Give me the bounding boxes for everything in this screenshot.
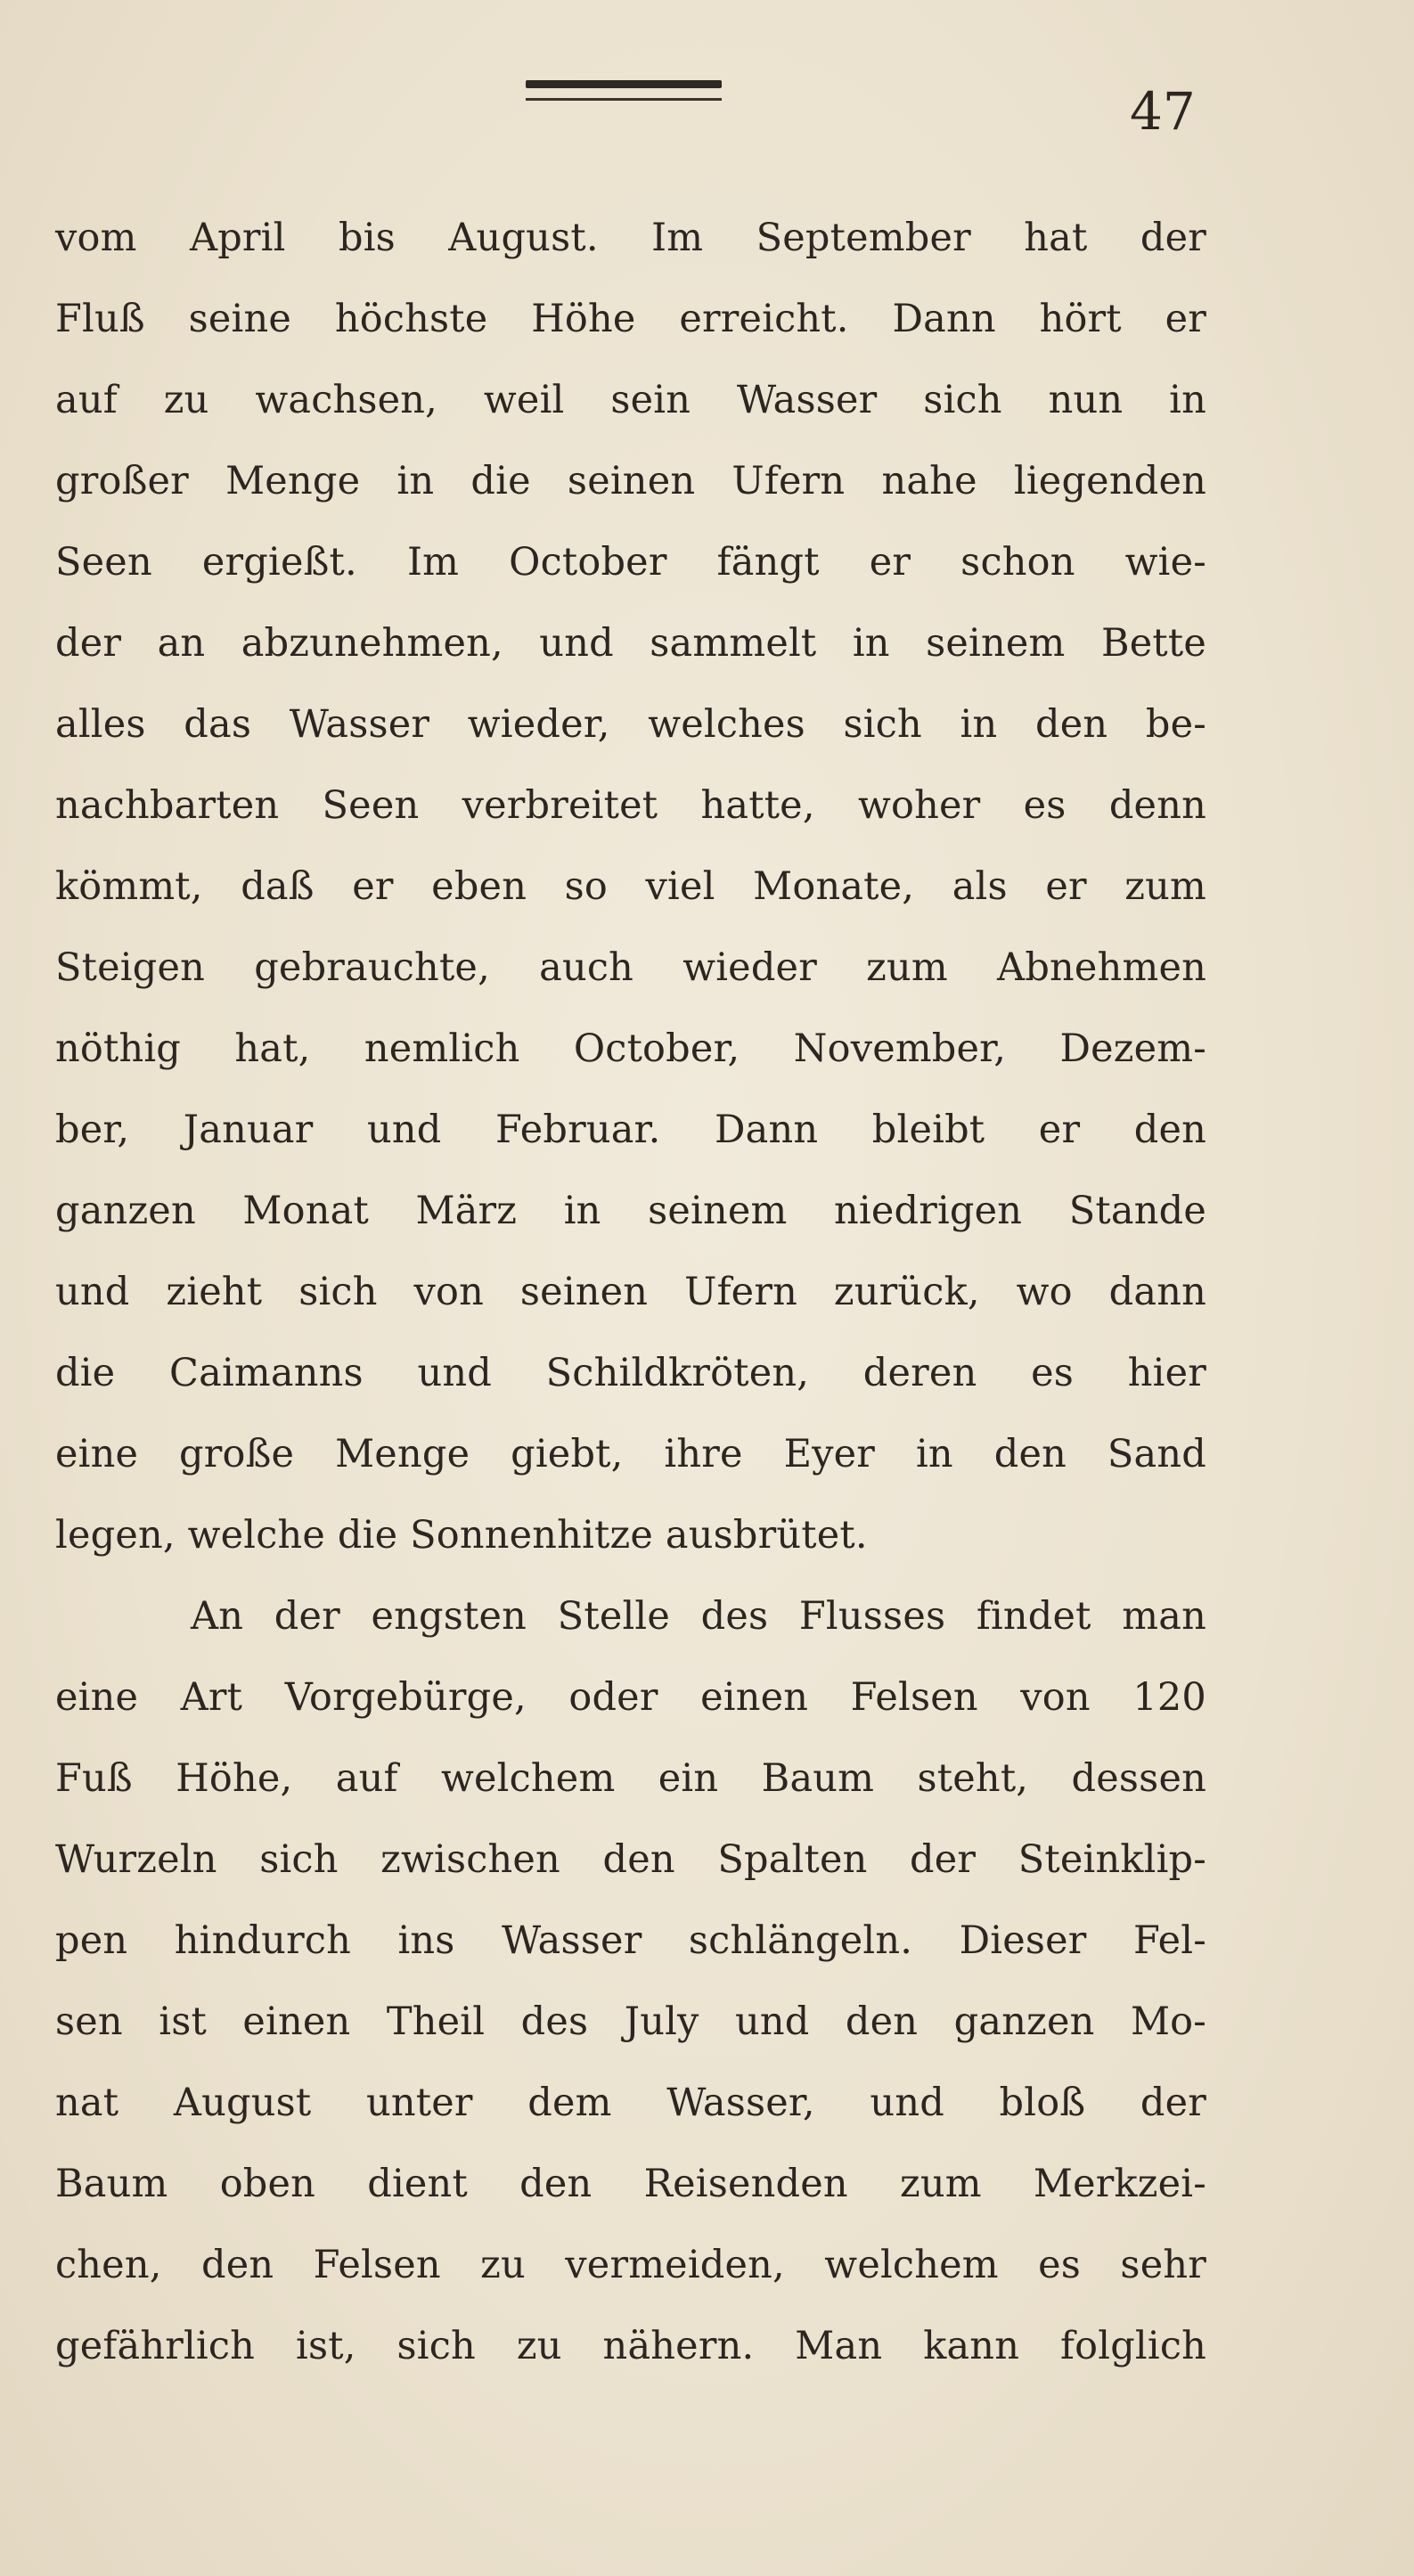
text-line: pen hindurch ins Wasser schlängeln. Dieser Fel- [55,1918,1206,1963]
text-line: Wurzeln sich zwischen den Spalten der Steinklip- [55,1837,1206,1882]
text-line: sen ist einen Theil des July und den ganzen Mo- [55,1999,1206,2044]
header-ornament-rule [526,80,722,103]
text-line: Fluß seine höchste Höhe erreicht. Dann hört er [55,297,1206,341]
text-line: der an abzunehmen, und sammelt in seinem Bette [55,621,1206,666]
text-line: legen, welche die Sonnenhitze ausbrütet. [55,1513,868,1558]
page-number: 47 [1130,81,1196,142]
text-line: auf zu wachsen, weil sein Wasser sich nun in [55,378,1206,422]
text-line: kömmt, daß er eben so viel Monate, als er zum [55,864,1206,909]
text-line: gefährlich ist, sich zu nähern. Man kann folglich [55,2324,1206,2368]
header-rule-thick [526,80,722,88]
text-line: und zieht sich von seinen Ufern zurück, wo dann [55,1270,1206,1314]
text-line: chen, den Felsen zu vermeiden, welchem es sehr [55,2243,1206,2287]
text-line: die Caimanns und Schildkröten, deren es hier [55,1351,1206,1395]
text-line: An der engsten Stelle des Flusses findet man [191,1594,1206,1639]
text-line: eine Art Vorgebürge, oder einen Felsen von 120 [55,1675,1206,1720]
text-line: nöthig hat, nemlich October, November, Dezem- [55,1026,1206,1071]
header-rule-thin [526,98,722,101]
text-line: eine große Menge giebt, ihre Eyer in den Sand [55,1432,1206,1476]
text-line: vom April bis August. Im September hat der [55,216,1206,260]
text-line: Seen ergießt. Im October fängt er schon wie- [55,540,1206,585]
text-line: ganzen Monat März in seinem niedrigen Stande [55,1189,1206,1233]
text-line: Fuß Höhe, auf welchem ein Baum steht, dessen [55,1756,1206,1801]
text-line: alles das Wasser wieder, welches sich in den be- [55,702,1206,747]
body-text [55,198,1206,2387]
text-line: Baum oben dient den Reisenden zum Merkzei- [55,2162,1206,2206]
text-line: großer Menge in die seinen Ufern nahe liegenden [55,459,1206,503]
text-line: nat August unter dem Wasser, und bloß der [55,2081,1206,2125]
text-line: nachbarten Seen verbreitet hatte, woher es denn [55,783,1206,828]
text-line: ber, Januar und Februar. Dann bleibt er den [55,1108,1206,1152]
text-line: Steigen gebrauchte, auch wieder zum Abnehmen [55,945,1206,990]
